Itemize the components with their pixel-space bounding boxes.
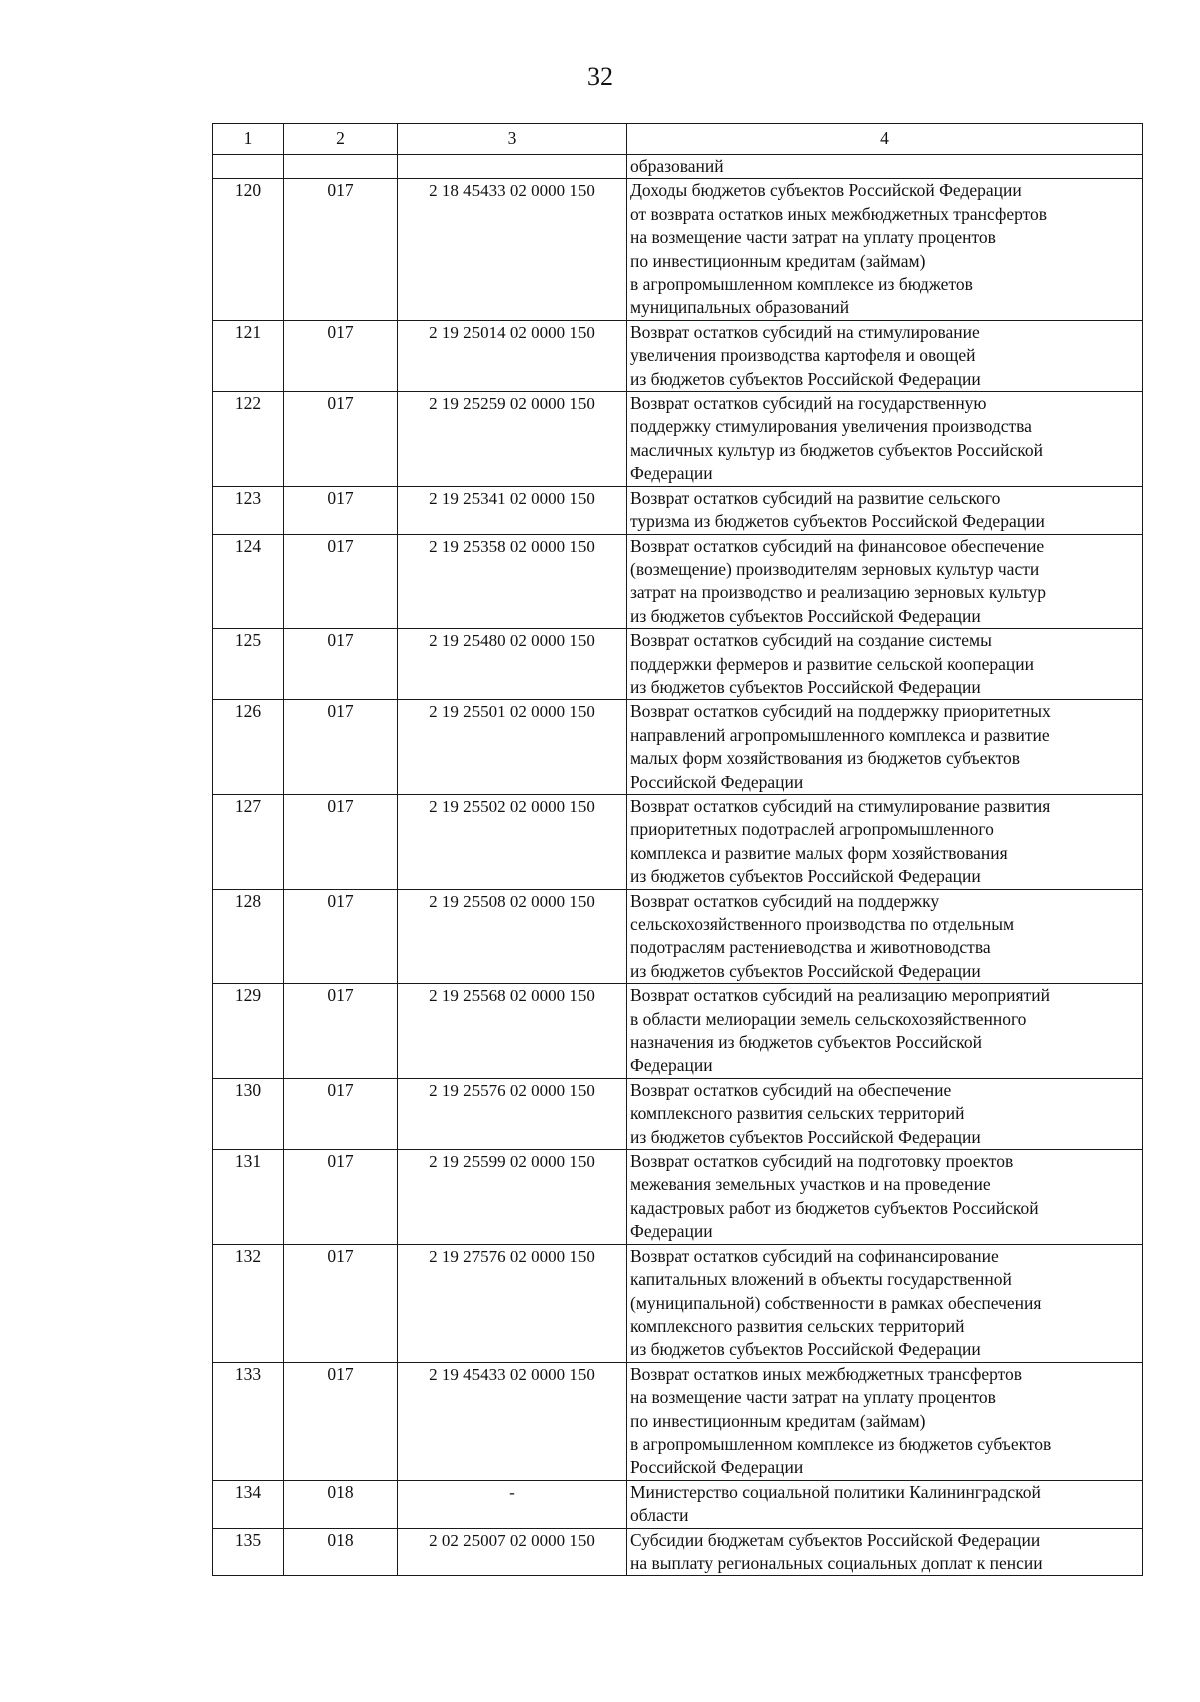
row-number-cell: 134	[213, 1480, 284, 1528]
admin-code-cell: 018	[284, 1480, 398, 1528]
row-number-cell: 130	[213, 1078, 284, 1149]
admin-code-cell: 017	[284, 392, 398, 487]
income-codes-table	[212, 123, 1143, 1576]
description-cell: Возврат остатков субсидий на софинансирование капитальных вложений в объекты государственной (муниципальной) собственности в рамках обеспечения комплексного развития сельских территорий из бюджетов субъектов Российской Федерации	[627, 1244, 1143, 1362]
description-cell: Возврат остатков субсидий на финансовое обеспечение (возмещение) производителям зерновых культур части затрат на производство и реализацию зерновых культур из бюджетов субъектов Российской Федерации	[627, 534, 1143, 629]
table-row	[213, 1150, 1143, 1245]
table-row	[213, 1078, 1143, 1149]
description-cell: Возврат остатков субсидий на создание системы поддержки фермеров и развитие сельской кооперации из бюджетов субъектов Российской Федерации	[627, 629, 1143, 700]
table-body	[213, 124, 1143, 1576]
column-header-3: 3	[398, 124, 627, 155]
row-number-cell: 124	[213, 534, 284, 629]
admin-code-cell: 017	[284, 700, 398, 795]
budget-code-cell: 2 19 25568 02 0000 150	[398, 984, 627, 1079]
row-number-cell: 120	[213, 179, 284, 320]
budget-code-cell: 2 19 25480 02 0000 150	[398, 629, 627, 700]
budget-code-cell: 2 19 27576 02 0000 150	[398, 1244, 627, 1362]
description-cell: Возврат остатков субсидий на реализацию мероприятий в области мелиорации земель сельскохозяйственного назначения из бюджетов субъектов Российской Федерации	[627, 984, 1143, 1079]
admin-code-cell: 017	[284, 534, 398, 629]
column-header-2: 2	[284, 124, 398, 155]
budget-code-cell: 2 19 25599 02 0000 150	[398, 1150, 627, 1245]
table-row	[213, 1480, 1143, 1528]
continuation-row	[213, 155, 1143, 179]
continuation-cell-num	[213, 155, 284, 179]
continuation-cell-code	[398, 155, 627, 179]
admin-code-cell: 017	[284, 984, 398, 1079]
table-row	[213, 700, 1143, 795]
row-number-cell: 135	[213, 1528, 284, 1576]
row-number-cell: 126	[213, 700, 284, 795]
row-number-cell: 121	[213, 320, 284, 391]
table-row	[213, 794, 1143, 889]
description-cell: Возврат остатков субсидий на подготовку проектов межевания земельных участков и на проведение кадастровых работ из бюджетов субъектов Российской Федерации	[627, 1150, 1143, 1245]
column-header-4: 4	[627, 124, 1143, 155]
table-row	[213, 392, 1143, 487]
budget-code-cell: 2 19 25014 02 0000 150	[398, 320, 627, 391]
budget-code-cell: 2 19 45433 02 0000 150	[398, 1362, 627, 1480]
table-row	[213, 629, 1143, 700]
table-row	[213, 486, 1143, 534]
admin-code-cell: 018	[284, 1528, 398, 1576]
description-cell: Субсидии бюджетам субъектов Российской Федерации на выплату региональных социальных доплат к пенсии	[627, 1528, 1143, 1576]
table-row	[213, 1362, 1143, 1480]
row-number-cell: 127	[213, 794, 284, 889]
admin-code-cell: 017	[284, 1078, 398, 1149]
admin-code-cell: 017	[284, 1244, 398, 1362]
table-row	[213, 320, 1143, 391]
description-cell: Возврат остатков субсидий на стимулирование развития приоритетных подотраслей агропромышленного комплекса и развитие малых форм хозяйствования из бюджетов субъектов Российской Федерации	[627, 794, 1143, 889]
table-header-row	[213, 124, 1143, 155]
budget-code-cell: -	[398, 1480, 627, 1528]
table-row	[213, 534, 1143, 629]
row-number-cell: 129	[213, 984, 284, 1079]
table-row	[213, 1244, 1143, 1362]
budget-code-cell: 2 19 25508 02 0000 150	[398, 889, 627, 984]
row-number-cell: 128	[213, 889, 284, 984]
budget-code-cell: 2 19 25501 02 0000 150	[398, 700, 627, 795]
description-cell: Возврат остатков субсидий на государственную поддержку стимулирования увеличения производства масличных культур из бюджетов субъектов Российской Федерации	[627, 392, 1143, 487]
continuation-cell-admin	[284, 155, 398, 179]
budget-code-cell: 2 19 25259 02 0000 150	[398, 392, 627, 487]
description-cell: Доходы бюджетов субъектов Российской Федерации от возврата остатков иных межбюджетных трансфертов на возмещение части затрат на уплату процентов по инвестиционным кредитам (займам) в агропромышленном комплексе из бюджетов муниципальных образований	[627, 179, 1143, 320]
row-number-cell: 131	[213, 1150, 284, 1245]
admin-code-cell: 017	[284, 320, 398, 391]
budget-code-cell: 2 18 45433 02 0000 150	[398, 179, 627, 320]
budget-code-cell: 2 19 25341 02 0000 150	[398, 486, 627, 534]
admin-code-cell: 017	[284, 629, 398, 700]
description-cell: Возврат остатков иных межбюджетных трансфертов на возмещение части затрат на уплату процентов по инвестиционным кредитам (займам) в агропромышленном комплексе из бюджетов субъектов Российской Федерации	[627, 1362, 1143, 1480]
budget-code-cell: 2 19 25502 02 0000 150	[398, 794, 627, 889]
table-row	[213, 179, 1143, 320]
table-row	[213, 889, 1143, 984]
row-number-cell: 123	[213, 486, 284, 534]
continuation-text: образований	[627, 155, 1143, 179]
table-row	[213, 1528, 1143, 1576]
description-cell: Возврат остатков субсидий на поддержку сельскохозяйственного производства по отдельным подотраслям растениеводства и животноводства из бюджетов субъектов Российской Федерации	[627, 889, 1143, 984]
row-number-cell: 122	[213, 392, 284, 487]
budget-code-cell: 2 19 25358 02 0000 150	[398, 534, 627, 629]
description-cell: Возврат остатков субсидий на развитие сельского туризма из бюджетов субъектов Российской Федерации	[627, 486, 1143, 534]
budget-code-cell: 2 02 25007 02 0000 150	[398, 1528, 627, 1576]
row-number-cell: 132	[213, 1244, 284, 1362]
admin-code-cell: 017	[284, 794, 398, 889]
admin-code-cell: 017	[284, 1362, 398, 1480]
column-header-1: 1	[213, 124, 284, 155]
description-cell: Министерство социальной политики Калининградской области	[627, 1480, 1143, 1528]
budget-code-cell: 2 19 25576 02 0000 150	[398, 1078, 627, 1149]
admin-code-cell: 017	[284, 889, 398, 984]
admin-code-cell: 017	[284, 486, 398, 534]
description-cell: Возврат остатков субсидий на поддержку приоритетных направлений агропромышленного комплекса и развитие малых форм хозяйствования из бюджетов субъектов Российской Федерации	[627, 700, 1143, 795]
row-number-cell: 133	[213, 1362, 284, 1480]
table-row	[213, 984, 1143, 1079]
description-cell: Возврат остатков субсидий на обеспечение комплексного развития сельских территорий из бюджетов субъектов Российской Федерации	[627, 1078, 1143, 1149]
admin-code-cell: 017	[284, 1150, 398, 1245]
admin-code-cell: 017	[284, 179, 398, 320]
description-cell: Возврат остатков субсидий на стимулирование увеличения производства картофеля и овощей из бюджетов субъектов Российской Федерации	[627, 320, 1143, 391]
page-number: 32	[587, 62, 613, 91]
row-number-cell: 125	[213, 629, 284, 700]
